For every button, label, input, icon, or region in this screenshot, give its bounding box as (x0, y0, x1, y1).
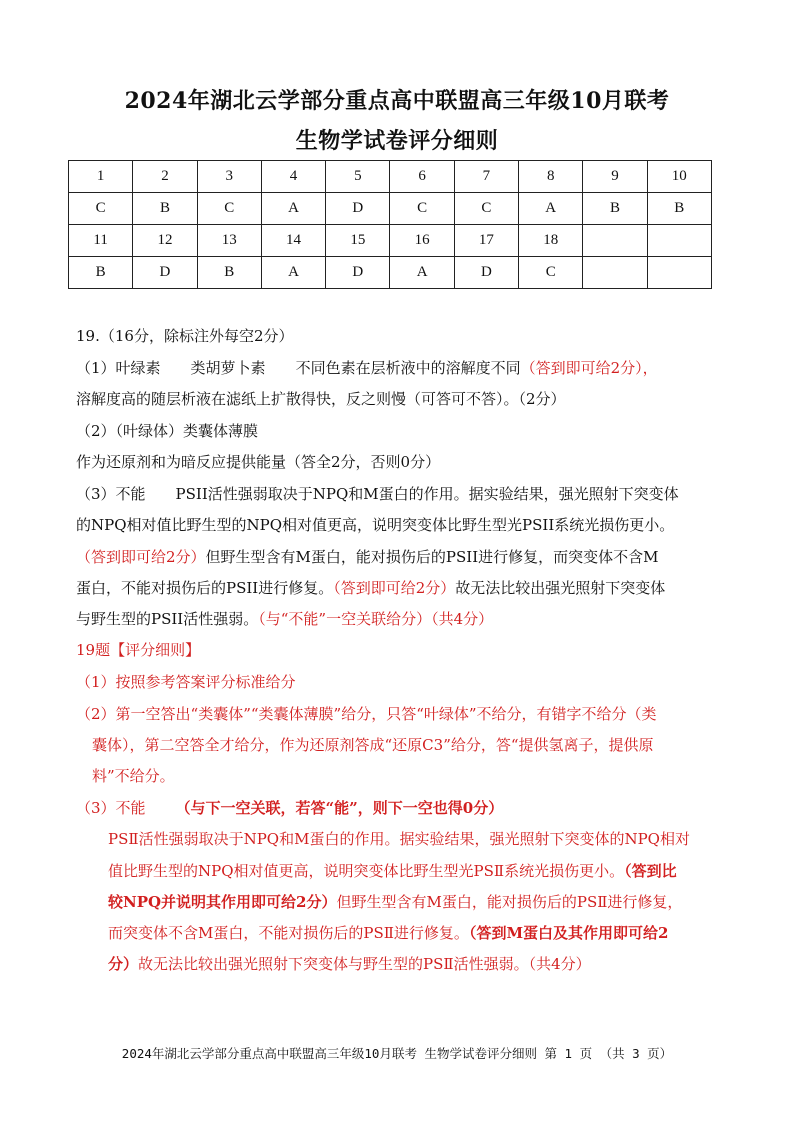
table-cell: B (583, 193, 647, 225)
table-cell: 1 (69, 161, 133, 193)
table-cell: 5 (326, 161, 390, 193)
answer-text: PSII活性强弱取决于NPQ和M蛋白的作用。据实验结果，强光照射下突变体 (175, 485, 679, 503)
page-title: 2024年湖北云学部分重点高中联盟高三年级10月联考 (124, 88, 670, 114)
table-cell: D (133, 257, 197, 289)
table-cell: C (519, 257, 583, 289)
table-cell: 4 (261, 161, 325, 193)
q19-part3-line4 (76, 578, 665, 598)
table-row (69, 161, 712, 193)
scoring-note: 分） (108, 955, 139, 973)
q19-header: 19.（16分，除标注外每空2分） (76, 327, 294, 345)
table-cell: 11 (69, 225, 133, 257)
table-row (69, 193, 712, 225)
table-cell: D (326, 193, 390, 225)
table-cell: C (69, 193, 133, 225)
q19-part3-line (76, 484, 679, 504)
q19-part1-line2: 溶解度高的随层析液在滤纸上扩散得快，反之则慢（可答可不答）。（2分） (76, 390, 566, 408)
table-cell: 9 (583, 161, 647, 193)
table-cell: B (197, 257, 261, 289)
table-cell (647, 225, 711, 257)
answer-text: 故无法比较出强光照射下突变体与野生型的PSⅡ活性强弱。（共4分） (138, 955, 591, 973)
grading-item-3-line5 (108, 923, 668, 943)
q19-part2-line: （2）（叶绿体）类囊体薄膜 (76, 422, 259, 440)
answer-text: 故无法比较出强光照射下突变体 (455, 579, 666, 597)
answer-text: 值比野生型的NPQ相对值更高，说明突变体比野生型光PSⅡ系统光损伤更小。 (108, 862, 625, 880)
grading-heading: 19题【评分细则】 (76, 641, 201, 659)
answer-text: 但野生型含有M蛋白，能对损伤后的PSII进行修复，而突变体不含M (205, 548, 659, 566)
table-cell: D (454, 257, 518, 289)
table-cell: 18 (519, 225, 583, 257)
table-cell: C (197, 193, 261, 225)
table-cell: 3 (197, 161, 261, 193)
scoring-note: （答到比 (624, 862, 677, 880)
answer-table (68, 160, 712, 289)
answer-text: （1）叶绿素 (76, 359, 161, 377)
table-cell: 15 (326, 225, 390, 257)
table-cell (647, 257, 711, 289)
table-cell (583, 257, 647, 289)
grading-item-2-line1: （2）第一空答出“类囊体”“类囊体薄膜”给分，只答“叶绿体”不给分，有错字不给分（类 (76, 705, 657, 723)
page-subtitle: 生物学试卷评分细则 (295, 128, 499, 154)
page-footer: 2024年湖北云学部分重点高中联盟高三年级10月联考 生物学试卷评分细则 第 1 页 （共 3 页） (121, 1046, 673, 1061)
grading-item-3-line1 (76, 798, 503, 818)
q19-part3-line3 (76, 547, 659, 567)
table-cell: 10 (647, 161, 711, 193)
table-row (69, 225, 712, 257)
table-cell: 2 (133, 161, 197, 193)
answer-text: 但野生型含有M蛋白，能对损伤后的PSⅡ进行修复， (336, 893, 683, 911)
table-cell: 16 (390, 225, 454, 257)
answer-text: （3）不能 (76, 799, 146, 817)
grading-item-3-line2: PSⅡ活性强弱取决于NPQ和M蛋白的作用。据实验结果，强光照射下突变体的NPQ相对 (108, 830, 690, 848)
table-cell: 8 (519, 161, 583, 193)
table-cell: C (454, 193, 518, 225)
scoring-note: 较NPQ并说明其作用即可给2分） (108, 893, 337, 911)
table-cell: 14 (261, 225, 325, 257)
table-cell: A (519, 193, 583, 225)
grading-item-1: （1）按照参考答案评分标准给分 (76, 673, 296, 691)
q19-part3-line2: 的NPQ相对值比野生型的NPQ相对值更高，说明突变体比野生型光PSII系统光损伤更小。 (76, 516, 675, 534)
q19-part2-line2: 作为还原剂和为暗反应提供能量（答全2分，否则0分） (76, 453, 441, 471)
grading-item-2-line2: 囊体），第二空答全才给分，作为还原剂答成“还原C3”给分，答“提供氢离子，提供原 (92, 736, 654, 754)
answer-text: 类胡萝卜素 (190, 359, 266, 377)
table-cell: 6 (390, 161, 454, 193)
scoring-note: （答到即可给2分）， (520, 359, 658, 377)
table-row (69, 257, 712, 289)
table-cell: B (133, 193, 197, 225)
scoring-note: （答到M蛋白及其作用即可给2 (468, 924, 669, 942)
scoring-note: （答到即可给2分） (333, 579, 456, 597)
table-cell: 13 (197, 225, 261, 257)
answer-text: 而突变体不含M蛋白，不能对损伤后的PSⅡ进行修复。 (108, 924, 469, 942)
answer-text: 与野生型的PSII活性强弱。 (76, 610, 259, 628)
table-cell: D (326, 257, 390, 289)
table-cell: A (261, 193, 325, 225)
table-cell: B (647, 193, 711, 225)
table-cell: C (390, 193, 454, 225)
q19-part1-line (76, 358, 658, 378)
scoring-note: （与下一空关联，若答“能”，则下一空也得0分） (175, 799, 504, 817)
grading-item-3-line6 (108, 954, 591, 974)
table-cell: 12 (133, 225, 197, 257)
scoring-note: （答到即可给2分） (76, 548, 206, 566)
table-cell: B (69, 257, 133, 289)
grading-item-2-line3: 料”不给分。 (92, 767, 175, 785)
table-cell (583, 225, 647, 257)
grading-item-3-line3 (108, 861, 677, 881)
table-cell: 17 (454, 225, 518, 257)
table-cell: A (390, 257, 454, 289)
scoring-note: （与“不能”一空关联给分）（共4分） (258, 610, 494, 628)
grading-item-3-line4 (108, 892, 682, 912)
answer-text: 蛋白，不能对损伤后的PSII进行修复。 (76, 579, 334, 597)
q19-part3-line5 (76, 609, 493, 629)
answer-text: （3）不能 (76, 485, 146, 503)
table-cell: A (261, 257, 325, 289)
table-cell: 7 (454, 161, 518, 193)
answer-text: 不同色素在层析液中的溶解度不同 (295, 359, 521, 377)
